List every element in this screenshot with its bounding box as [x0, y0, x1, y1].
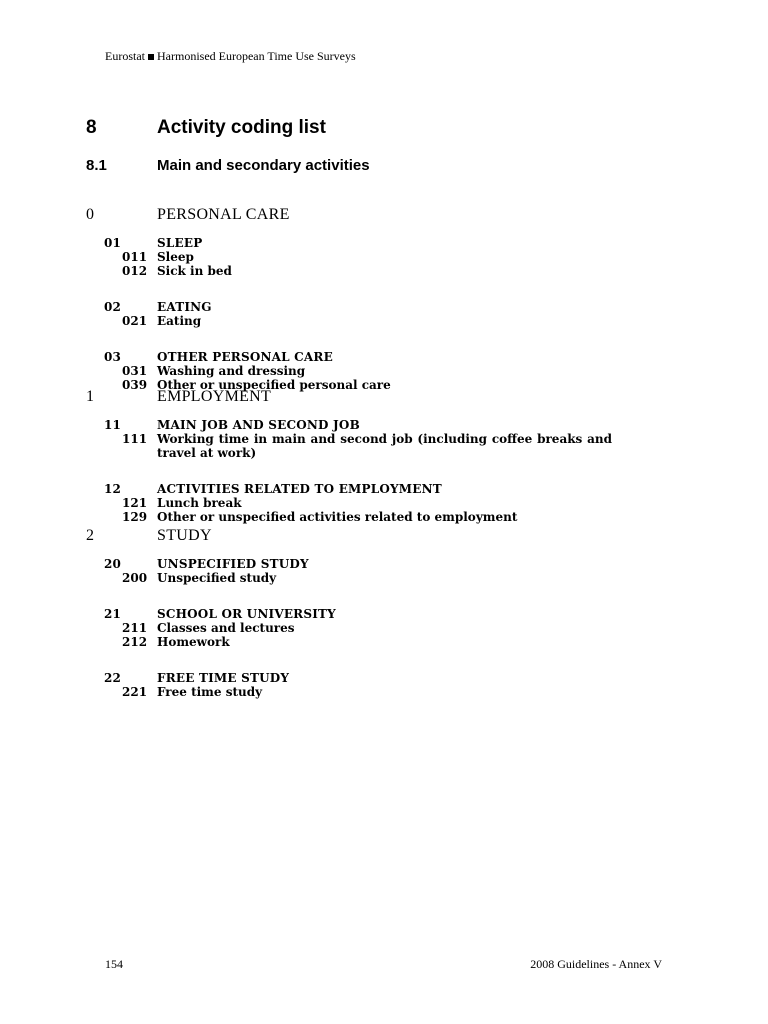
- item-label: Working time in main and second job (including coffee breaks and travel at work): [157, 432, 612, 460]
- section-title: Main and secondary activities: [157, 157, 370, 174]
- running-header: [105, 49, 356, 64]
- category-title: STUDY: [157, 527, 212, 544]
- category-code: 0: [86, 206, 95, 223]
- item-label: Free time study: [157, 685, 263, 699]
- item-code: 011: [122, 250, 148, 264]
- item-code: 012: [122, 264, 148, 278]
- group-title: UNSPECIFIED STUDY: [157, 557, 309, 571]
- item-code: 021: [122, 314, 148, 328]
- group-code: 21: [104, 607, 122, 621]
- group-title: OTHER PERSONAL CARE: [157, 350, 333, 364]
- item-label: Homework: [157, 635, 230, 649]
- category-code: 1: [86, 388, 95, 405]
- chapter-number: 8: [86, 117, 97, 138]
- black-square-icon: [148, 54, 154, 60]
- item-code: 111: [122, 432, 148, 446]
- section-number: 8.1: [86, 157, 107, 174]
- group-title: EATING: [157, 300, 212, 314]
- item-label: Eating: [157, 314, 202, 328]
- group-title: FREE TIME STUDY: [157, 671, 290, 685]
- page-number: 154: [105, 957, 123, 971]
- item-label: Washing and dressing: [157, 364, 306, 378]
- item-label: Lunch break: [157, 496, 242, 510]
- group-title: SCHOOL OR UNIVERSITY: [157, 607, 336, 621]
- item-label: Sick in bed: [157, 264, 232, 278]
- item-code: 129: [122, 510, 148, 524]
- category-code: 2: [86, 527, 95, 544]
- item-label: Classes and lectures: [157, 621, 295, 635]
- group-title: ACTIVITIES RELATED TO EMPLOYMENT: [157, 482, 442, 496]
- group-code: 22: [104, 671, 122, 685]
- item-label: Other or unspecified activities related to employment: [157, 510, 518, 524]
- group-code: 01: [104, 236, 122, 250]
- item-label: Unspecified study: [157, 571, 277, 585]
- item-code: 121: [122, 496, 148, 510]
- category-title: PERSONAL CARE: [157, 206, 290, 223]
- chapter-title: Activity coding list: [157, 117, 326, 138]
- item-code: 221: [122, 685, 148, 699]
- group-title: MAIN JOB AND SECOND JOB: [157, 418, 360, 432]
- group-code: 02: [104, 300, 122, 314]
- item-label: Sleep: [157, 250, 194, 264]
- item-code: 200: [122, 571, 148, 585]
- item-code: 039: [122, 378, 148, 392]
- item-code: 212: [122, 635, 148, 649]
- item-code: 031: [122, 364, 148, 378]
- header-publisher: Eurostat: [105, 49, 145, 63]
- group-code: 12: [104, 482, 122, 496]
- category-title: EMPLOYMENT: [157, 388, 272, 405]
- header-series-title: Harmonised European Time Use Surveys: [157, 49, 356, 63]
- footer-document-title: 2008 Guidelines - Annex V: [530, 957, 662, 971]
- item-code: 211: [122, 621, 148, 635]
- group-code: 11: [104, 418, 122, 432]
- group-title: SLEEP: [157, 236, 203, 250]
- item-label: Other or unspecified personal care: [157, 378, 391, 392]
- group-code: 20: [104, 557, 122, 571]
- group-code: 03: [104, 350, 122, 364]
